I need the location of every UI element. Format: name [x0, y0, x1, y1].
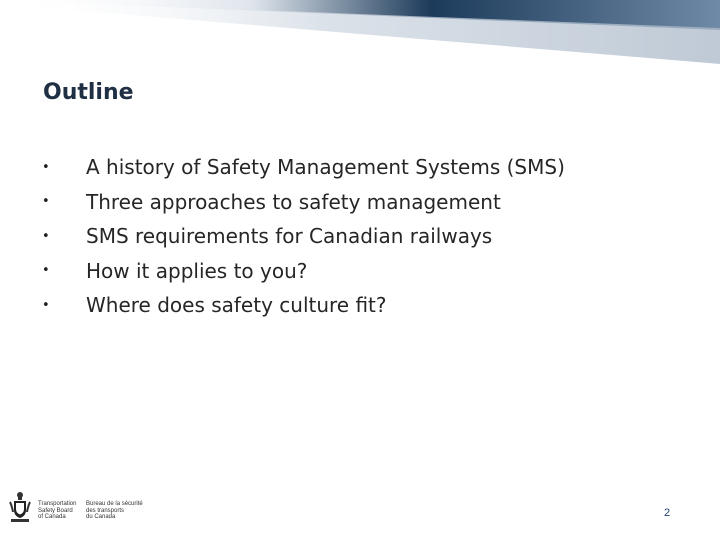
list-item	[40, 288, 565, 323]
org-name-french	[86, 501, 143, 521]
bullet-marker: •	[42, 297, 50, 313]
slide-title: Outline	[43, 80, 134, 105]
org-name-line: Bureau de la sécurité	[86, 501, 143, 507]
list-item	[40, 150, 565, 185]
org-name-line: Transportation	[38, 501, 77, 507]
org-name-line: Safety Board	[38, 507, 73, 514]
org-name-english	[38, 501, 76, 521]
list-item-text: SMS requirements for Canadian railways	[86, 224, 493, 249]
org-name-line: des transports	[86, 507, 125, 514]
list-item-text: A history of Safety Management Systems (SMS)	[86, 155, 565, 180]
list-item	[40, 185, 565, 220]
list-item	[40, 254, 565, 289]
org-name-line: of Canada	[38, 514, 66, 520]
list-item-text: How it applies to you?	[86, 258, 308, 283]
list-item	[40, 219, 565, 254]
bullet-marker: •	[42, 263, 50, 279]
org-name-line: du Canada	[86, 514, 116, 520]
coat-of-arms-icon	[8, 490, 32, 524]
header-banner	[0, 0, 720, 70]
bullet-marker: •	[42, 194, 50, 210]
bullet-marker: •	[42, 159, 50, 175]
page-number: 2	[664, 507, 671, 519]
bullet-marker: •	[42, 228, 50, 244]
list-item-text: Where does safety culture fit?	[86, 293, 387, 318]
list-item-text: Three approaches to safety management	[86, 189, 501, 214]
outline-list	[40, 150, 565, 323]
